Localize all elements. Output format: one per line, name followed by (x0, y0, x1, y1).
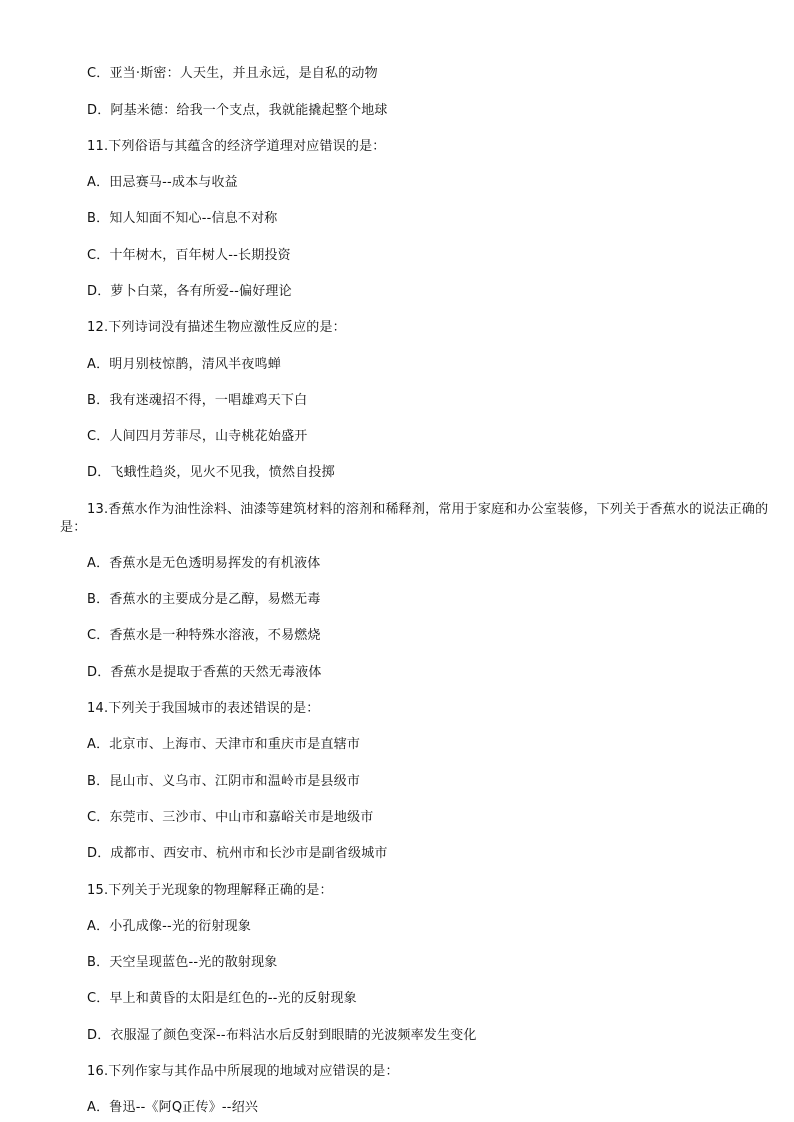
option-line: A．明月别枝惊鹊，清风半夜鸣蝉 (87, 357, 281, 372)
question-line: 13.香蕉水作为油性涂料、油漆等建筑材料的溶剂和稀释剂，常用于家庭和办公室装修，下列关于香蕉水的说法正确的是： (60, 502, 769, 535)
option-line: B．昆山市、义乌市、江阴市和温岭市是县级市 (87, 774, 361, 789)
option-line: D．衣服湿了颜色变深--布料沾水后反射到眼睛的光波频率发生变化 (87, 1028, 477, 1043)
option-line: A．小孔成像--光的衍射现象 (87, 919, 252, 934)
option-line: D．萝卜白菜，各有所爱--偏好理论 (87, 284, 292, 299)
question-line: 12.下列诗词没有描述生物应激性反应的是： (87, 320, 346, 335)
option-line: C．早上和黄昏的太阳是红色的--光的反射现象 (87, 991, 357, 1006)
option-line: B．知人知面不知心--信息不对称 (87, 211, 278, 226)
option-line: C．香蕉水是一种特殊水溶液，不易燃烧 (87, 628, 321, 643)
option-line: D．阿基米德：给我一个支点，我就能撬起整个地球 (87, 103, 388, 118)
option-line: C．亚当·斯密：人天生，并且永远，是自私的动物 (87, 66, 378, 81)
option-line: A．香蕉水是无色透明易挥发的有机液体 (87, 556, 321, 571)
option-line: D．成都市、西安市、杭州市和长沙市是副省级城市 (87, 846, 388, 861)
option-line: D．飞蛾性趋炎，见火不见我，愤然自投掷 (87, 465, 335, 480)
question-line: 14.下列关于我国城市的表述错误的是： (87, 701, 320, 716)
option-line: B．天空呈现蓝色--光的散射现象 (87, 955, 278, 970)
option-line: D．香蕉水是提取于香蕉的天然无毒液体 (87, 665, 322, 680)
option-line: A．田忌赛马--成本与收益 (87, 175, 238, 190)
option-line: A．鲁迅--《阿Q正传》--绍兴 (87, 1100, 259, 1115)
question-line: 15.下列关于光现象的物理解释正确的是： (87, 883, 333, 898)
question-line: 11.下列俗语与其蕴含的经济学道理对应错误的是： (87, 139, 386, 154)
option-line: C．人间四月芳菲尽，山寺桃花始盛开 (87, 429, 308, 444)
option-line: C．东莞市、三沙市、中山市和嘉峪关市是地级市 (87, 810, 374, 825)
option-line: B．香蕉水的主要成分是乙醇，易燃无毒 (87, 592, 321, 607)
option-line: B．我有迷魂招不得，一唱雄鸡天下白 (87, 393, 308, 408)
option-line: A．北京市、上海市、天津市和重庆市是直辖市 (87, 737, 361, 752)
question-line: 16.下列作家与其作品中所展现的地域对应错误的是： (87, 1064, 399, 1079)
option-line: C．十年树木，百年树人--长期投资 (87, 248, 291, 263)
